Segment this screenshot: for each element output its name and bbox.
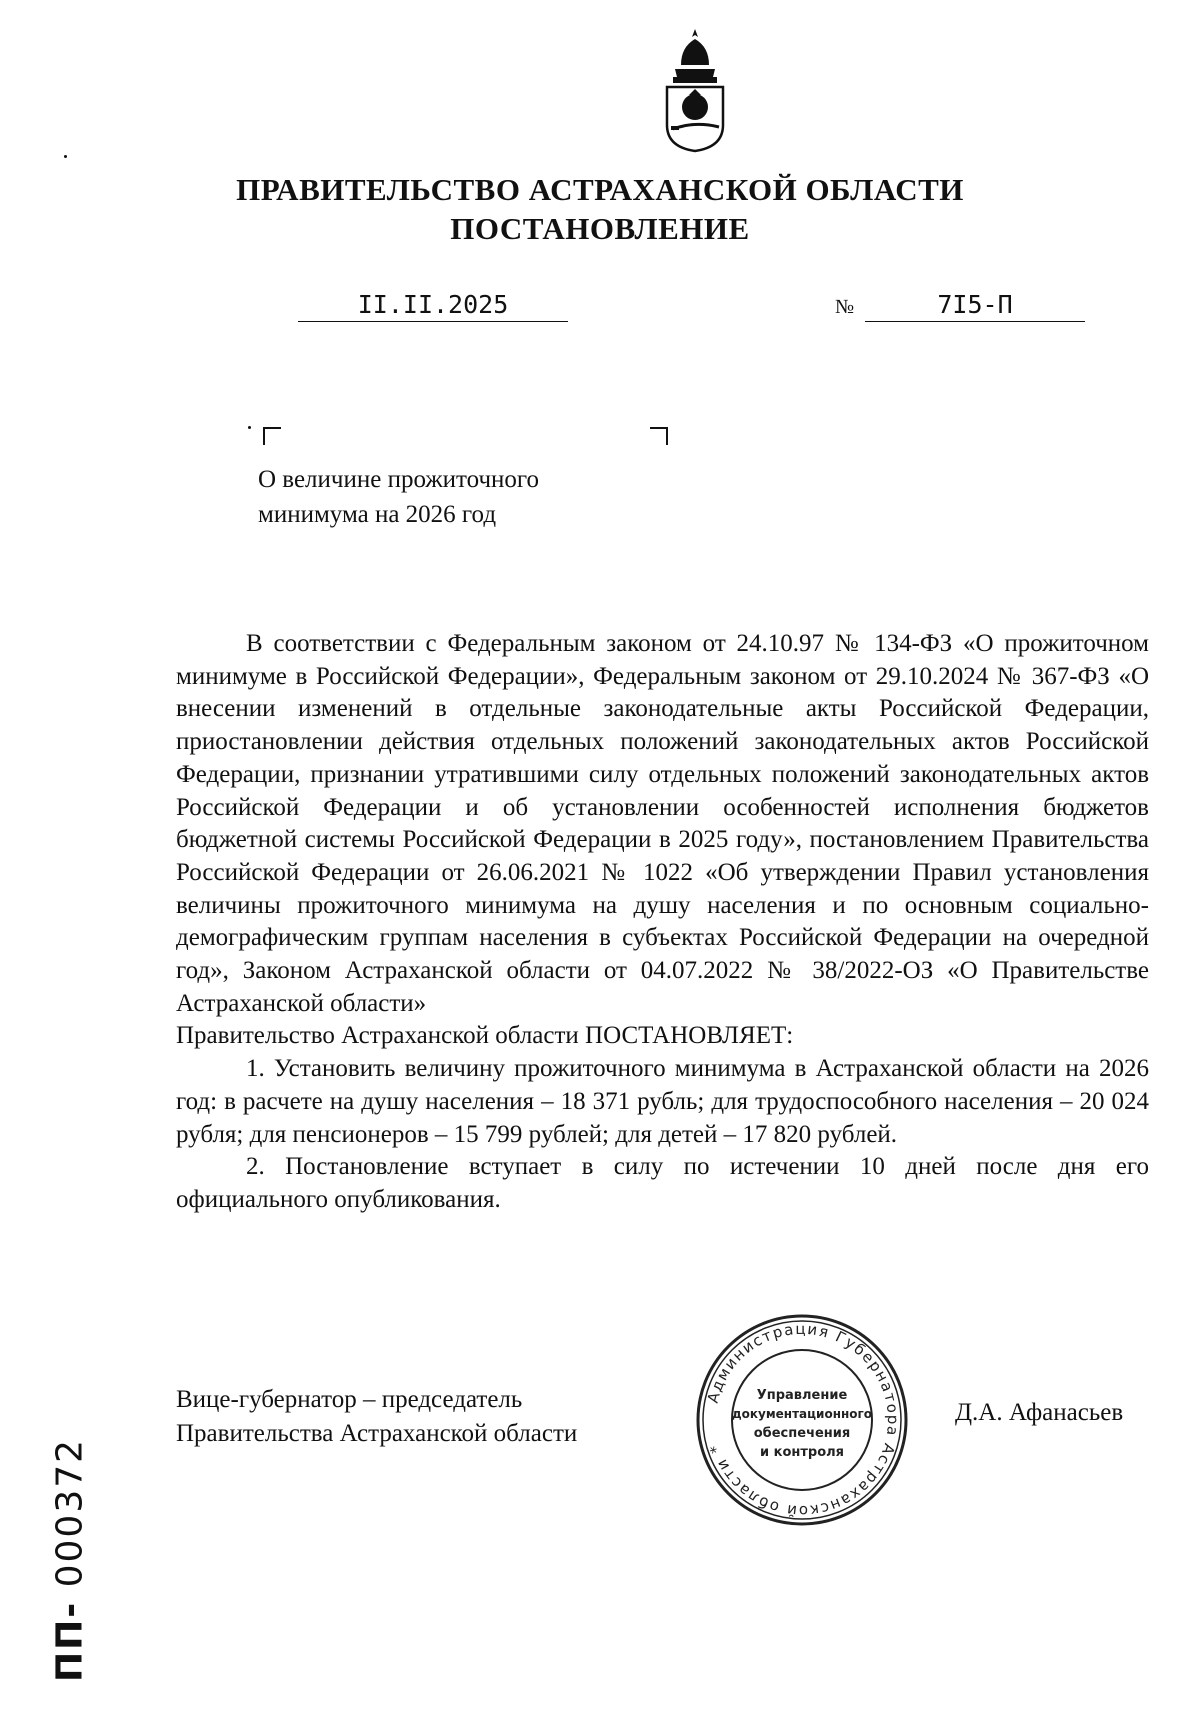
subject-line: минимума на 2026 год xyxy=(258,501,497,528)
organization-title: ПРАВИТЕЛЬСТВО АСТРАХАНСКОЙ ОБЛАСТИ xyxy=(236,172,964,207)
scan-dot xyxy=(64,155,67,158)
seal-outer-text: Администрация Губернатора Астраханской области * xyxy=(703,1319,903,1521)
resolves-paragraph: Правительство Астраханской области ПОСТАНОВЛЯЕТ: xyxy=(176,1022,794,1050)
document-type: ПОСТАНОВЛЕНИЕ xyxy=(450,211,750,246)
subject-line: О величине прожиточного xyxy=(258,466,540,493)
document-subject xyxy=(258,462,658,532)
subject-corner-right xyxy=(650,427,668,445)
serial-number xyxy=(10,1395,130,1725)
serial-prefix: ПП- xyxy=(49,1600,91,1683)
preamble-paragraph: В соответствии с Федеральным законом от 24.10.97 № 134-ФЗ «О прожиточном минимуме в Российской Федерации», Федеральным законом от 29.10.2024 № 367-ФЗ «О внесении изменений в отдельные законодательные акты Российской Федерации, приостановлении действия отдельных положений законодательных актов Российской Федерации, признании утратившими силу отдельных положений законодательных актов Российской Федерации и об установлении особенностей исполнения бюджетов бюджетной системы Российской Федерации в 2025 году», постановлением Правительства Российской Федерации от 26.06.2021 № 1022 «Об утверждении Правил установления величины прожиточного минимума на душу населения и по основным социально-демографическим группам населения в субъектах Российской Федерации на очередной год», Законом Астраханской области от 04.07.2022 № 38/2022-ОЗ «О Правительстве Астраханской области» xyxy=(176,630,1149,1017)
signatory-name: Д.А. Афанасьев xyxy=(955,1399,1124,1426)
serial-digits: 000372 xyxy=(49,1437,91,1588)
seal-inner-line: Управление xyxy=(756,1388,848,1403)
seal-inner-line: обеспечения xyxy=(753,1426,851,1441)
document-body xyxy=(176,628,1149,1217)
number-label: № xyxy=(835,296,855,318)
signatory-title-line: Вице-губернатор – председатель xyxy=(176,1386,523,1413)
subject-corner-left xyxy=(263,427,281,445)
official-seal xyxy=(694,1312,910,1528)
astrakhan-coat-of-arms-icon xyxy=(655,25,735,155)
signatory-title xyxy=(176,1383,676,1451)
seal-inner-line: документационного xyxy=(731,1407,873,1421)
seal-inner-line: и контроля xyxy=(759,1445,845,1460)
item-1-paragraph: 1. Установить величину прожиточного минимума в Астраханской области на 2026 год: в расчете на душу населения – 18 371 рубль; для трудоспособного населения – 20 024 рубля; для пенсионеров – 15 799 рублей; для детей – 17 820 рублей. xyxy=(176,1055,1149,1148)
document-date: II.II.2025 xyxy=(298,290,568,322)
signatory-title-line: Правительства Астраханской области xyxy=(176,1420,578,1447)
document-number: 7I5-П xyxy=(865,290,1085,322)
item-2-paragraph: 2. Постановление вступает в силу по истечении 10 дней после дня его официального опубликования. xyxy=(176,1153,1149,1213)
scan-dot xyxy=(248,426,251,429)
